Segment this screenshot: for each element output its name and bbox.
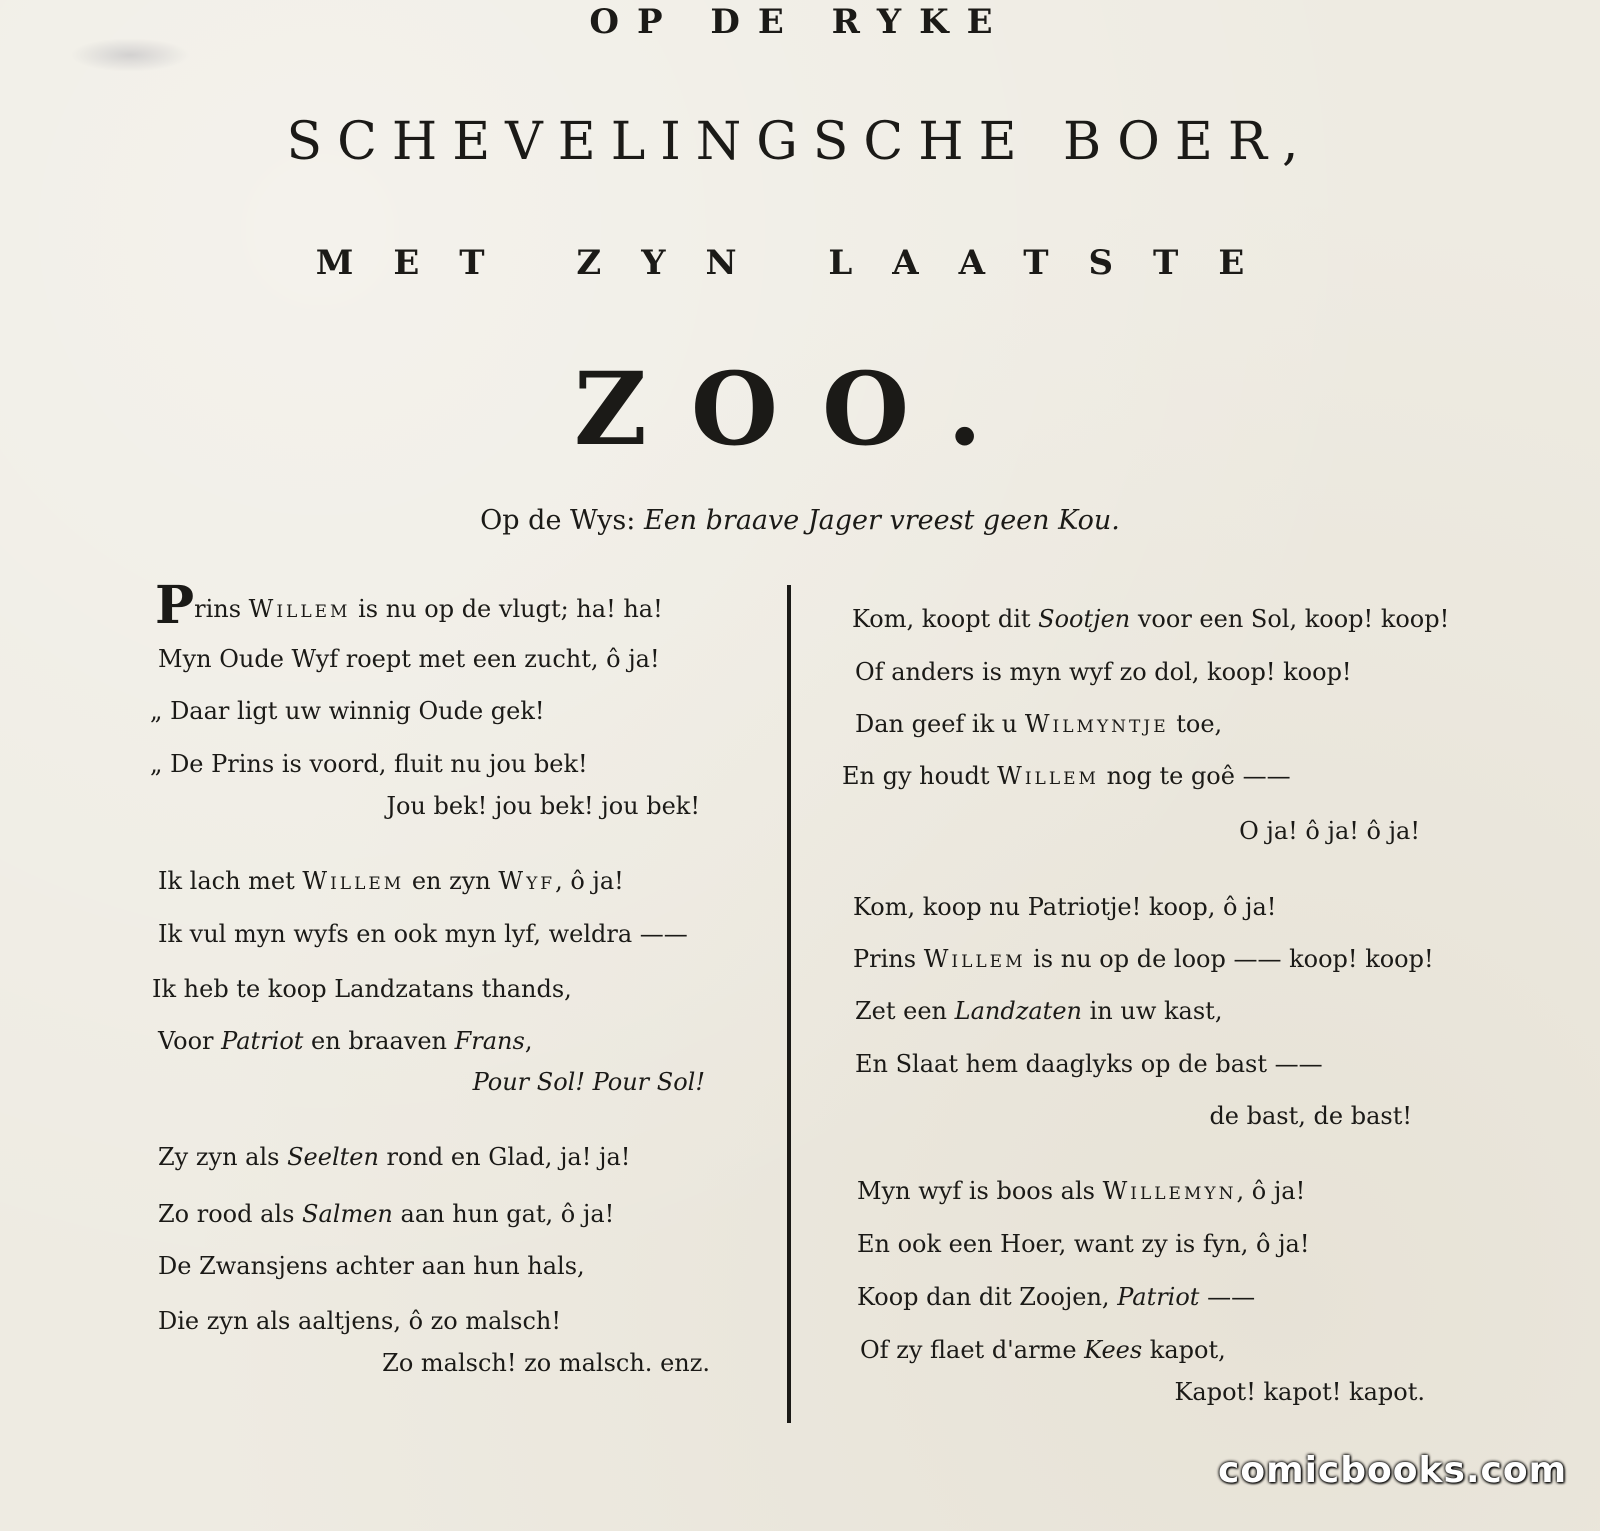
verse-line: Zy zyn als Seelten rond en Glad, ja! ja! (158, 1143, 631, 1171)
verse-line: Prins Willem is nu op de vlugt; ha! ha! (155, 575, 663, 636)
drop-cap: P (155, 575, 195, 636)
tune-prefix: Op de Wys: (480, 505, 636, 536)
verse-refrain: de bast, de bast! (1209, 1102, 1412, 1130)
verse-refrain: Kapot! kapot! kapot. (1174, 1378, 1425, 1406)
verse-line: En gy houdt Willem nog te goê —— (842, 762, 1291, 790)
title-line-1: OP DE RYKE (589, 2, 1011, 42)
ink-smudge (70, 38, 190, 72)
verse-line: En Slaat hem daaglyks op de bast —— (855, 1050, 1323, 1078)
verse-refrain: O ja! ô ja! ô ja! (1239, 817, 1420, 845)
verse-line: Kom, koop nu Patriotje! koop, ô ja! (853, 893, 1277, 921)
verse-refrain: Pour Sol! Pour Sol! (472, 1068, 705, 1096)
verse-line: Myn Oude Wyf roept met een zucht, ô ja! (158, 645, 660, 673)
verse-line: De Zwansjens achter aan hun hals, (158, 1252, 585, 1280)
verse-line: Koop dan dit Zoojen, Patriot —— (857, 1283, 1256, 1311)
verse-refrain: Zo malsch! zo malsch. enz. (382, 1349, 710, 1377)
title-line-4: ZOO. (573, 350, 1027, 468)
tune-melody: Een braave Jager vreest geen Kou. (643, 505, 1120, 536)
verse-line: En ook een Hoer, want zy is fyn, ô ja! (857, 1230, 1310, 1258)
watermark: comicbooks.com (1218, 1450, 1568, 1491)
verse-line: Dan geef ik u Wilmyntje toe, (855, 710, 1223, 738)
title-line-2: SCHEVELINGSCHE BOER, (286, 112, 1314, 172)
verse-line: Ik lach met Willem en zyn Wyf, ô ja! (158, 867, 624, 895)
verse-line: Die zyn als aaltjens, ô zo malsch! (158, 1307, 561, 1335)
verse-line: Ik vul myn wyfs en ook myn lyf, weldra —— (158, 920, 688, 948)
column-divider (787, 585, 791, 1423)
title-line-3: MET ZYN LAATSTE (315, 243, 1285, 283)
verse-refrain: Jou bek! jou bek! jou bek! (386, 792, 700, 820)
verse-line: Of zy flaet d'arme Kees kapot, (860, 1336, 1226, 1364)
verse-line: Of anders is myn wyf zo dol, koop! koop! (855, 658, 1352, 686)
verse-line: Zet een Landzaten in uw kast, (855, 997, 1223, 1025)
verse-line: „ Daar ligt uw winnig Oude gek! (150, 697, 545, 725)
verse-line: Voor Patriot en braaven Frans, (158, 1027, 533, 1055)
verse-line: Prins Willem is nu op de loop —— koop! koop! (853, 945, 1434, 973)
verse-line: „ De Prins is voord, fluit nu jou bek! (150, 750, 588, 778)
tune-line (0, 505, 1600, 536)
verse-line: Kom, koopt dit Sootjen voor een Sol, koop! koop! (852, 605, 1450, 633)
verse-line: Zo rood als Salmen aan hun gat, ô ja! (158, 1200, 615, 1228)
verse-line: Myn wyf is boos als Willemyn, ô ja! (857, 1177, 1306, 1205)
verse-line: Ik heb te koop Landzatans thands, (152, 975, 572, 1003)
